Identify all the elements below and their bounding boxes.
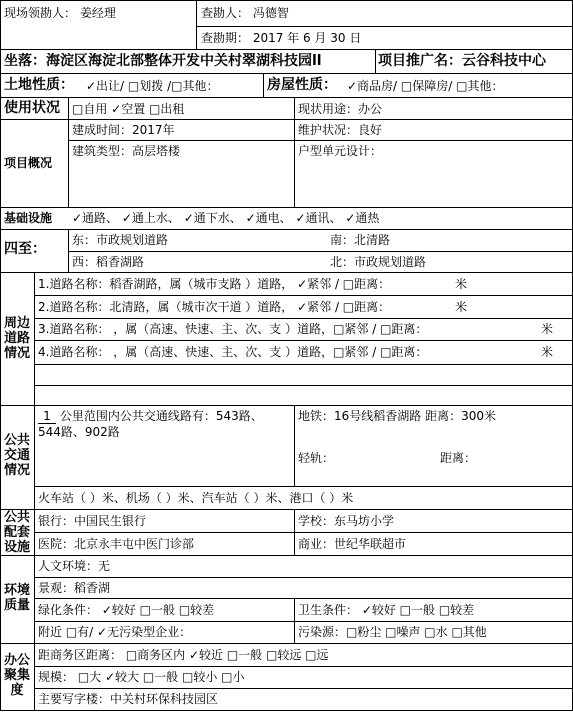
row-line <box>0 405 573 406</box>
infrastructure-label: 基础设施 <box>4 211 53 225</box>
row-line <box>0 73 573 74</box>
survey-date-field: 查勘期： 2017 年 6 月 30 日 <box>201 31 362 45</box>
boundary-west: 西：稻香湖路 <box>72 255 145 269</box>
road-item-text: 2.道路名称：北清路，属（城市次干道 ）道路， ✓紧邻 / □距离： <box>38 300 391 314</box>
subway-field: 地铁：16号线稻香湖路 距离：300米 <box>298 409 496 423</box>
bus-lines-cont: 544路、902路 <box>38 425 120 439</box>
promo-name-field: 项目推广名：云谷科技中心 <box>378 53 546 69</box>
school-field: 学校：东马坊小学 <box>298 514 395 528</box>
built-time-field: 建成时间：2017年 <box>72 123 175 137</box>
col-line <box>0 0 1 711</box>
unit-design-field: 户型单元设计： <box>298 144 383 158</box>
bank-field: 银行：中国民生银行 <box>38 514 147 528</box>
road-item-unit: 米 <box>455 300 468 314</box>
col-line <box>294 405 295 487</box>
row-line <box>0 509 573 510</box>
row-line <box>34 688 573 689</box>
row-line <box>196 26 573 27</box>
row-line <box>0 555 573 556</box>
house-nature-label: 房屋性质： <box>267 77 337 93</box>
col-line <box>68 229 69 273</box>
hospital-field: 医院：北京永丰屯中医门诊部 <box>38 537 195 551</box>
road-item-unit: 米 <box>541 345 554 359</box>
col-line <box>294 598 295 644</box>
row-line <box>34 666 573 667</box>
road-item-text: 4.道路名称： ，属（高速、快速、主、次、支 ）道路，□紧邻 / □距离： <box>38 345 428 359</box>
boundary-east: 东：市政规划道路 <box>72 233 169 247</box>
environment-label: 环境 质量 <box>3 583 30 613</box>
row-line <box>34 364 573 365</box>
col-line <box>294 509 295 556</box>
commerce-field: 商业：世纪华联超市 <box>298 537 407 551</box>
row-line <box>34 621 573 622</box>
row-line <box>34 486 573 487</box>
row-line <box>34 318 573 319</box>
building-type-field: 建筑类型：高层塔楼 <box>72 144 181 158</box>
roads-label: 周边 道路 情况 <box>3 316 30 361</box>
land-nature-options: ✓出让/ □划拨 /□其他： <box>86 79 219 93</box>
infrastructure-items: ✓通路、 ✓通上水、 ✓通下水、 ✓通电、 ✓通讯、 ✓通热 <box>72 211 380 225</box>
stations-field: 火车站（ ）米、机场（ ）米、汽车站（ ）米、港口（ ）米 <box>38 491 354 505</box>
boundary-south: 南：北清路 <box>330 233 391 247</box>
row-line <box>0 272 573 273</box>
row-line <box>34 385 573 386</box>
transit-label: 公共 交通 情况 <box>3 433 30 478</box>
light-rail-distance: 距离： <box>440 451 477 465</box>
overview-label: 项目概况 <box>4 156 53 170</box>
row-line <box>0 49 573 50</box>
row-line <box>0 119 573 120</box>
col-line <box>263 73 264 98</box>
sanitation-field: 卫生条件： ✓较好 □一般 □较差 <box>298 603 475 617</box>
humanities-field: 人文环境：无 <box>38 559 111 573</box>
col-line <box>375 49 376 74</box>
road-item-text: 3.道路名称： ，属（高速、快速、主、次、支 ）道路，□紧邻 / □距离： <box>38 322 428 336</box>
row-line <box>0 710 573 711</box>
col-line <box>34 272 35 711</box>
scale-field: 规模： □大 ✓较大 □一般 □较小 □小 <box>38 670 245 684</box>
address-field: 坐落：海淀区海淀北部整体开发中关村翠湖科技园ll <box>4 53 322 69</box>
surveyor-field: 查勘人： 冯德智 <box>201 6 289 20</box>
bus-lines-field <box>38 409 263 424</box>
boundary-north: 北：市政规划道路 <box>330 255 427 269</box>
cbd-distance-field: 距商务区距离： □商务区内 ✓较近 □一般 □较远 □远 <box>38 648 329 662</box>
bus-radius-km: 1 <box>38 410 56 424</box>
land-nature-label: 土地性质： <box>4 77 74 93</box>
row-line <box>34 295 573 296</box>
col-line <box>294 97 295 208</box>
light-rail-field: 轻轨： <box>298 451 335 465</box>
boundaries-label: 四至： <box>4 241 46 257</box>
pollution-source-field: 附近 □有/ ✓无污染型企业： <box>38 625 192 639</box>
row-line <box>68 251 573 252</box>
pollution-field: 污染源：□粉尘 □噪声 □水 □其他 <box>298 625 487 639</box>
row-line <box>34 532 573 533</box>
row-line <box>0 643 573 644</box>
maintenance-field: 维护状况：良好 <box>298 123 383 137</box>
col-line <box>196 0 197 50</box>
row-line <box>0 97 573 98</box>
road-item-unit: 米 <box>455 277 468 291</box>
greening-field: 绿化条件： ✓较好 □一般 □较差 <box>38 603 215 617</box>
main-buildings-field: 主要写字楼：中关村环保科技园区 <box>38 692 219 706</box>
row-line <box>34 340 573 341</box>
landscape-field: 景观：稻香湖 <box>38 581 111 595</box>
col-line <box>68 97 69 120</box>
col-line <box>68 119 69 208</box>
row-line <box>0 0 573 1</box>
road-item-unit: 米 <box>541 322 554 336</box>
leader-field: 现场领勘人： 姜经理 <box>4 6 116 20</box>
bus-lines-text: 公里范围内公共交通线路有：543路、 <box>59 409 263 423</box>
row-line <box>34 577 573 578</box>
office-concentration-label: 办公 聚集 度 <box>3 653 30 698</box>
usage-options: □自用 ✓空置 □出租 <box>72 102 185 116</box>
facilities-label: 公共 配套 设施 <box>3 510 30 555</box>
row-line <box>68 140 573 141</box>
row-line <box>0 207 573 208</box>
current-use-field: 现状用途：办公 <box>298 102 383 116</box>
house-nature-options: ✓商品房/ □保障房/ □其他： <box>347 79 504 93</box>
row-line <box>0 229 573 230</box>
usage-label: 使用状况 <box>4 100 60 116</box>
road-item-text: 1.道路名称：稻香湖路，属（城市支路 ）道路， ✓紧邻 / □距离： <box>38 277 391 291</box>
row-line <box>34 598 573 599</box>
